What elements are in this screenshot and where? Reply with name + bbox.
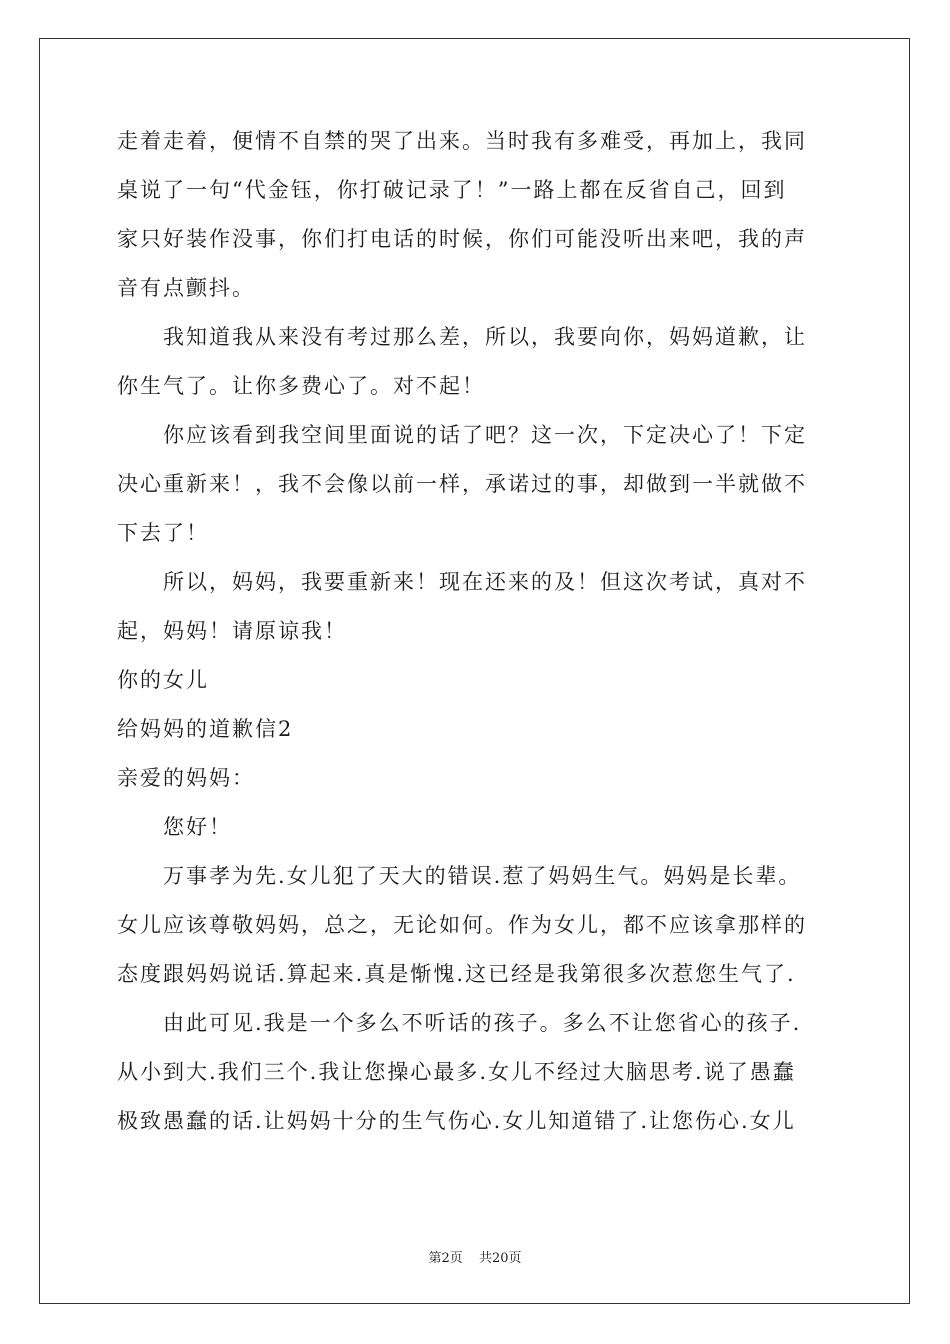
text-line: 您好！	[117, 815, 232, 839]
text-line: 起，妈妈！请原谅我！	[117, 619, 347, 643]
text-line: 我知道我从来没有考过那么差，所以，我要向你，妈妈道歉，让	[117, 325, 807, 349]
page-number: 第2页	[428, 1251, 463, 1266]
text-line: 极致愚蠢的话.让妈妈十分的生气伤心.女儿知道错了.让您伤心.女儿	[117, 1109, 796, 1133]
page-footer	[0, 1247, 950, 1266]
text-line: 决心重新来！，我不会像以前一样，承诺过的事，却做到一半就做不	[117, 472, 807, 496]
text-line: 音有点颤抖。	[117, 276, 255, 300]
text-line: 亲爱的妈妈：	[117, 766, 255, 790]
text-line: 万事孝为先.女儿犯了天大的错误.惹了妈妈生气。妈妈是长辈。	[117, 864, 802, 888]
text-line: 走着走着，便情不自禁的哭了出来。当时我有多难受，再加上，我同	[117, 129, 807, 153]
text-line: 下去了！	[117, 521, 209, 545]
text-line: 你生气了。让你多费心了。对不起！	[117, 374, 485, 398]
page-total: 共20页	[478, 1251, 522, 1266]
text-line: 由此可见.我是一个多么不听话的孩子。多么不让您省心的孩子.	[117, 1011, 802, 1035]
text-line: 桌说了一句“代金钰，你打破记录了！”一路上都在反省自己，回到	[117, 178, 787, 202]
text-line: 女儿应该尊敬妈妈，总之，无论如何。作为女儿，都不应该拿那样的	[117, 913, 807, 937]
text-line: 家只好装作没事，你们打电话的时候，你们可能没听出来吧，我的声	[117, 227, 807, 251]
text-line: 态度跟妈妈说话.算起来.真是惭愧.这已经是我第很多次惹您生气了.	[117, 962, 796, 986]
text-line: 从小到大.我们三个.我让您操心最多.女儿不经过大脑思考.说了愚蠢	[117, 1060, 796, 1084]
text-line: 你的女儿	[117, 668, 209, 692]
text-line: 所以，妈妈，我要重新来！现在还来的及！但这次考试，真对不	[117, 570, 807, 594]
text-line: 给妈妈的道歉信2	[117, 717, 294, 741]
text-line: 你应该看到我空间里面说的话了吧？这一次，下定决心了！下定	[117, 423, 807, 447]
